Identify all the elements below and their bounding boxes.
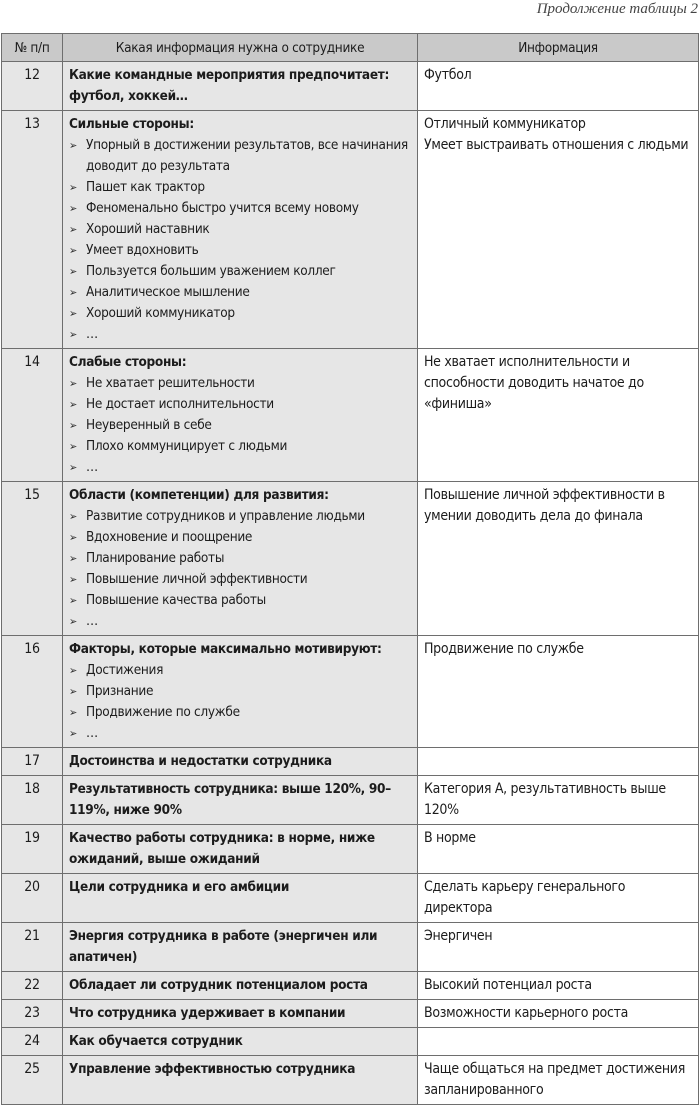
bullet-text: Умеет вдохновить — [86, 242, 199, 258]
question-text: Управление эффективностью сотрудника — [69, 1061, 356, 1077]
arrowhead-bullet-icon: ➢ — [69, 510, 77, 523]
question-text: Качество работы сотрудника: в норме, ниже ожиданий, выше ожиданий — [69, 830, 375, 867]
table-row — [2, 1028, 699, 1056]
answer-text: Продвижение по службе — [424, 641, 584, 657]
bullet-text: Пашет как трактор — [86, 179, 205, 195]
answer-text: Сделать карьеру генерального директора — [424, 879, 626, 916]
bullet-item — [69, 723, 411, 744]
table-body — [2, 62, 699, 1105]
answer-text: Повышение личной эффективности в умении доводить дела до финала — [424, 487, 665, 524]
question-cell — [63, 1056, 418, 1105]
bullet-item — [69, 527, 411, 548]
arrowhead-bullet-icon: ➢ — [69, 664, 77, 677]
bullet-item — [69, 282, 411, 303]
row-number: 22 — [2, 972, 63, 1000]
arrowhead-bullet-icon: ➢ — [69, 139, 77, 152]
bullet-item — [69, 569, 411, 590]
arrowhead-bullet-icon: ➢ — [69, 594, 77, 607]
arrowhead-bullet-icon: ➢ — [69, 461, 77, 474]
bullet-text: Не хватает решительности — [86, 375, 255, 391]
table-row — [2, 349, 699, 482]
bullet-text: Не достает исполнительности — [86, 396, 274, 412]
question-text: Как обучается сотрудник — [69, 1033, 243, 1049]
bullet-item — [69, 548, 411, 569]
table-row — [2, 1056, 699, 1105]
bullet-text: Развитие сотрудников и управление людьми — [86, 508, 365, 524]
answer-cell — [418, 923, 699, 972]
bullet-text: Хороший наставник — [86, 221, 210, 237]
question-cell — [63, 776, 418, 825]
question-cell — [63, 636, 418, 748]
table-row — [2, 636, 699, 748]
arrowhead-bullet-icon: ➢ — [69, 419, 77, 432]
table-row — [2, 111, 699, 349]
bullet-text: Хороший коммуникатор — [86, 305, 235, 321]
question-text: Результативность сотрудника: выше 120%, 90–119%, ниже 90% — [69, 781, 391, 818]
answer-text: Не хватает исполнительности и способности доводить начатое до «финиша» — [424, 354, 644, 412]
answer-text: В норме — [424, 830, 476, 846]
arrowhead-bullet-icon: ➢ — [69, 685, 77, 698]
arrowhead-bullet-icon: ➢ — [69, 244, 77, 257]
row-number: 16 — [2, 636, 63, 748]
bullet-text: Упорный в достижении результатов, все начинания доводит до результата — [86, 137, 408, 174]
answer-cell — [418, 1028, 699, 1056]
row-number: 14 — [2, 349, 63, 482]
arrowhead-bullet-icon: ➢ — [69, 265, 77, 278]
question-cell — [63, 482, 418, 636]
answer-text: Возможности карьерного роста — [424, 1005, 629, 1021]
bullet-item — [69, 198, 411, 219]
question-text: Слабые стороны: — [69, 354, 187, 370]
row-number: 17 — [2, 748, 63, 776]
bullet-item — [69, 135, 411, 177]
question-text: Что сотрудника удерживает в компании — [69, 1005, 346, 1021]
arrowhead-bullet-icon: ➢ — [69, 377, 77, 390]
answer-cell — [418, 748, 699, 776]
answer-cell — [418, 1000, 699, 1028]
arrowhead-bullet-icon: ➢ — [69, 286, 77, 299]
table-row — [2, 825, 699, 874]
header-number: № п/п — [2, 34, 63, 62]
table-row — [2, 62, 699, 111]
bullet-item — [69, 681, 411, 702]
question-cell — [63, 874, 418, 923]
question-cell — [63, 1028, 418, 1056]
bullet-item — [69, 240, 411, 261]
arrowhead-bullet-icon: ➢ — [69, 328, 77, 341]
bullet-item — [69, 611, 411, 632]
bullet-text: Плохо коммуницирует с людьми — [86, 438, 288, 454]
table-row — [2, 482, 699, 636]
bullet-text: … — [86, 326, 98, 342]
answer-cell — [418, 349, 699, 482]
bullet-text: Феноменально быстро учится всему новому — [86, 200, 359, 216]
row-number: 21 — [2, 923, 63, 972]
bullet-text: Планирование работы — [86, 550, 225, 566]
arrowhead-bullet-icon: ➢ — [69, 615, 77, 628]
row-number: 19 — [2, 825, 63, 874]
bullet-item — [69, 415, 411, 436]
row-number: 12 — [2, 62, 63, 111]
bullet-text: … — [86, 725, 98, 741]
bullet-text: Продвижение по службе — [86, 704, 240, 720]
answer-text: Категория А, результативность выше 120% — [424, 781, 666, 818]
question-cell — [63, 111, 418, 349]
bullet-item — [69, 436, 411, 457]
question-cell — [63, 349, 418, 482]
bullet-text: Аналитическое мышление — [86, 284, 250, 300]
answer-cell — [418, 62, 699, 111]
bullet-text: Признание — [86, 683, 154, 699]
question-text: Сильные стороны: — [69, 116, 194, 132]
arrowhead-bullet-icon: ➢ — [69, 706, 77, 719]
question-text: Факторы, которые максимально мотивируют: — [69, 641, 382, 657]
arrowhead-bullet-icon: ➢ — [69, 440, 77, 453]
row-number: 13 — [2, 111, 63, 349]
arrowhead-bullet-icon: ➢ — [69, 307, 77, 320]
table-row — [2, 776, 699, 825]
question-text: Области (компетенции) для развития: — [69, 487, 329, 503]
arrowhead-bullet-icon: ➢ — [69, 727, 77, 740]
answer-cell — [418, 111, 699, 349]
bullet-item — [69, 177, 411, 198]
row-number: 24 — [2, 1028, 63, 1056]
arrowhead-bullet-icon: ➢ — [69, 531, 77, 544]
bullet-item — [69, 590, 411, 611]
bullet-text: Неуверенный в себе — [86, 417, 212, 433]
row-number: 15 — [2, 482, 63, 636]
answer-cell — [418, 776, 699, 825]
bullet-item — [69, 303, 411, 324]
row-number: 18 — [2, 776, 63, 825]
answer-text: Чаще общаться на предмет достижения запланированного — [424, 1061, 685, 1098]
answer-cell — [418, 636, 699, 748]
table-row — [2, 1000, 699, 1028]
bullet-item — [69, 394, 411, 415]
answer-text: Футбол — [424, 67, 472, 83]
table-row — [2, 748, 699, 776]
arrowhead-bullet-icon: ➢ — [69, 181, 77, 194]
question-text: Энергия сотрудника в работе (энергичен или апатичен) — [69, 928, 378, 965]
table-row — [2, 874, 699, 923]
bullet-text: Повышение личной эффективности — [86, 571, 308, 587]
bullet-text: Достижения — [86, 662, 164, 678]
question-cell — [63, 1000, 418, 1028]
bullet-item — [69, 373, 411, 394]
bullet-text: … — [86, 459, 98, 475]
answer-cell — [418, 482, 699, 636]
question-cell — [63, 748, 418, 776]
header-question: Какая информация нужна о сотруднике — [63, 34, 418, 62]
question-text: Какие командные мероприятия предпочитает: футбол, хоккей… — [69, 67, 390, 104]
bullet-item — [69, 261, 411, 282]
header-information: Информация — [418, 34, 699, 62]
employee-info-table — [1, 33, 699, 1105]
arrowhead-bullet-icon: ➢ — [69, 552, 77, 565]
table-caption: Продолжение таблицы 2 — [536, 1, 698, 17]
bullet-text: … — [86, 613, 98, 629]
question-cell — [63, 825, 418, 874]
answer-text: Отличный коммуникатор — [424, 116, 586, 132]
question-text: Достоинства и недостатки сотрудника — [69, 753, 332, 769]
arrowhead-bullet-icon: ➢ — [69, 223, 77, 236]
arrowhead-bullet-icon: ➢ — [69, 202, 77, 215]
bullet-item — [69, 457, 411, 478]
answer-text: Энергичен — [424, 928, 493, 944]
row-number: 25 — [2, 1056, 63, 1105]
answer-cell — [418, 972, 699, 1000]
bullet-text: Пользуется большим уважением коллег — [86, 263, 336, 279]
bullet-item — [69, 506, 411, 527]
row-number: 23 — [2, 1000, 63, 1028]
answer-cell — [418, 825, 699, 874]
bullet-item — [69, 660, 411, 681]
bullet-text: Вдохновение и поощрение — [86, 529, 253, 545]
answer-cell — [418, 874, 699, 923]
bullet-text: Повышение качества работы — [86, 592, 266, 608]
answer-text: Высокий потенциал роста — [424, 977, 592, 993]
bullet-item — [69, 324, 411, 345]
table-row — [2, 923, 699, 972]
question-cell — [63, 923, 418, 972]
answer-text: Умеет выстраивать отношения с людьми — [424, 137, 689, 153]
bullet-item — [69, 702, 411, 723]
row-number: 20 — [2, 874, 63, 923]
arrowhead-bullet-icon: ➢ — [69, 398, 77, 411]
question-cell — [63, 972, 418, 1000]
arrowhead-bullet-icon: ➢ — [69, 573, 77, 586]
question-cell — [63, 62, 418, 111]
question-text: Обладает ли сотрудник потенциалом роста — [69, 977, 368, 993]
bullet-item — [69, 219, 411, 240]
answer-cell — [418, 1056, 699, 1105]
table-row — [2, 972, 699, 1000]
table-header-row — [2, 34, 699, 62]
question-text: Цели сотрудника и его амбиции — [69, 879, 290, 895]
